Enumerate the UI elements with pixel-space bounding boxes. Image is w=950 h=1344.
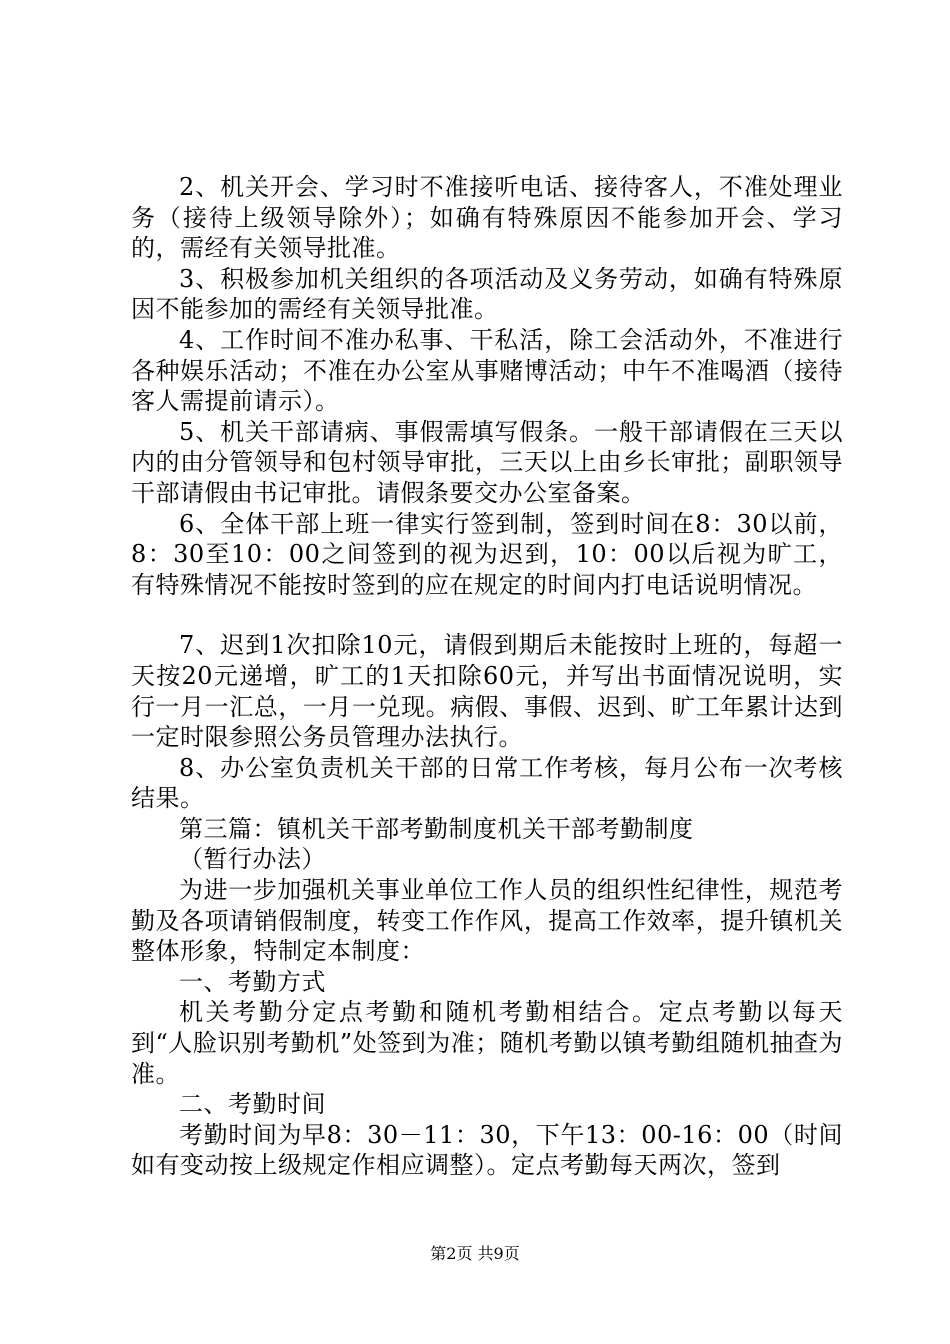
paragraph-attendance-time: 考勤时间为早8：30－11：30，下午13：00-16：00（时间如有变动按上级规定作相应调整）。定点考勤每天两次，签到 [131,1120,843,1180]
page-footer [0,1244,950,1264]
heading-attendance-time: 二、考勤时间 [179,1090,326,1119]
paragraph-item-3: 3、积极参加机关组织的各项活动及义务劳动，如确有特殊原因不能参加的需经有关领导批准。 [131,264,843,324]
paragraph-item-4: 4、工作时间不准办私事、干私活，除工会活动外，不准进行各种娱乐活动；不准在办公室从事赌博活动；中午不准喝酒（接待客人需提前请示）。 [131,325,843,416]
paragraph-item-5: 5、机关干部请病、事假需填写假条。一般干部请假在三天以内的由分管领导和包村领导审批，三天以上由乡长审批；副职领导干部请假由书记审批。请假条要交办公室备案。 [131,417,843,507]
section-title: 第三篇：镇机关干部考勤制度机关干部考勤制度 [179,814,694,843]
section-subtitle: （暂行办法） [179,845,326,874]
document-body [131,172,843,1181]
paragraph-item-8: 8、办公室负责机关干部的日常工作考核，每月公布一次考核结果。 [131,753,843,813]
paragraph-item-2: 2、机关开会、学习时不准接听电话、接待客人，不准处理业务（接待上级领导除外）；如确有特殊原因不能参加开会、学习的，需经有关领导批准。 [131,173,843,263]
intro-paragraph: 为进一步加强机关事业单位工作人员的组织性纪律性，规范考勤及各项请销假制度，转变工作作风，提高工作效率，提升镇机关整体形象，特制定本制度： [131,876,843,966]
paragraph-item-6: 6、全体干部上班一律实行签到制，签到时间在8：30以前，8：30至10：00之间签到的视为迟到，10：00以后视为旷工，有特殊情况不能按时签到的应在规定的时间内打电话说明情况。 [131,509,843,599]
page-number-indicator: 第2页 共9页 [430,1244,520,1263]
paragraph-attendance-method: 机关考勤分定点考勤和随机考勤相结合。定点考勤以每天到“人脸识别考勤机”处签到为准；随机考勤以镇考勤组随机抽查为准。 [131,998,843,1088]
heading-attendance-method: 一、考勤方式 [179,967,326,996]
paragraph-item-7: 7、迟到1次扣除10元，请假到期后未能按时上班的，每超一天按20元递增，旷工的1天扣除60元，并写出书面情况说明，实行一月一汇总，一月一兑现。病假、事假、迟到、旷工年累计达到一定时限参照公务员管理办法执行。 [131,631,843,752]
